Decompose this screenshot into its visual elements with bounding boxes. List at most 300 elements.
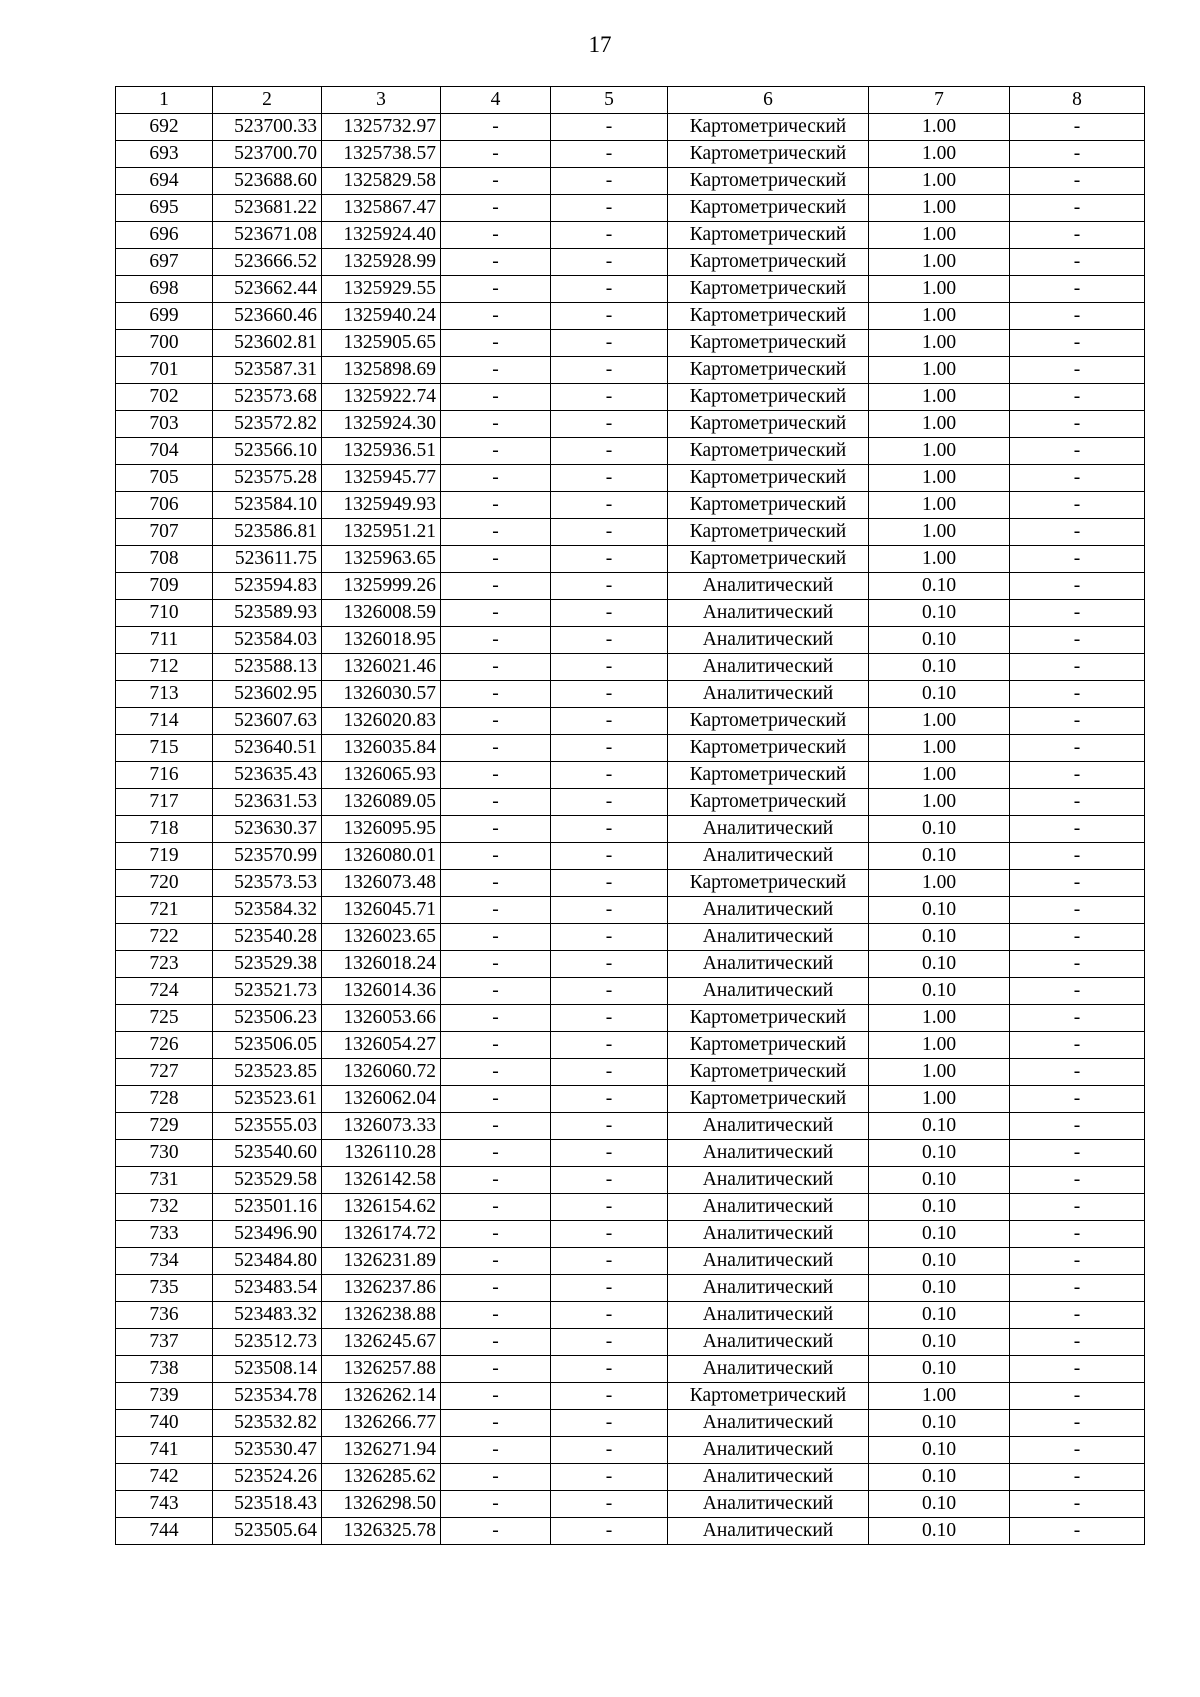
- column-4-cell: -: [441, 1464, 551, 1491]
- column-8-cell: -: [1010, 1329, 1145, 1356]
- y-coordinate-cell: 1326054.27: [322, 1032, 441, 1059]
- x-coordinate-cell: 523688.60: [213, 168, 322, 195]
- column-5-cell: -: [551, 627, 668, 654]
- point-number-cell: 721: [116, 897, 213, 924]
- column-header: 3: [322, 87, 441, 114]
- method-cell: Картометрический: [668, 222, 869, 249]
- column-4-cell: -: [441, 1140, 551, 1167]
- accuracy-cell: 0.10: [869, 600, 1010, 627]
- column-8-cell: -: [1010, 897, 1145, 924]
- y-coordinate-cell: 1325924.30: [322, 411, 441, 438]
- column-8-cell: -: [1010, 222, 1145, 249]
- x-coordinate-cell: 523484.80: [213, 1248, 322, 1275]
- method-cell: Картометрический: [668, 384, 869, 411]
- point-number-cell: 724: [116, 978, 213, 1005]
- point-number-cell: 695: [116, 195, 213, 222]
- accuracy-cell: 1.00: [869, 168, 1010, 195]
- point-number-cell: 714: [116, 708, 213, 735]
- table-row: [116, 1140, 1145, 1167]
- x-coordinate-cell: 523518.43: [213, 1491, 322, 1518]
- table-row: [116, 1356, 1145, 1383]
- method-cell: Аналитический: [668, 1518, 869, 1545]
- x-coordinate-cell: 523700.70: [213, 141, 322, 168]
- method-cell: Аналитический: [668, 1329, 869, 1356]
- column-5-cell: -: [551, 1059, 668, 1086]
- column-8-cell: -: [1010, 1140, 1145, 1167]
- accuracy-cell: 1.00: [869, 195, 1010, 222]
- table-row: [116, 600, 1145, 627]
- y-coordinate-cell: 1326142.58: [322, 1167, 441, 1194]
- column-8-cell: -: [1010, 762, 1145, 789]
- method-cell: Картометрический: [668, 168, 869, 195]
- table-row: [116, 1275, 1145, 1302]
- y-coordinate-cell: 1326262.14: [322, 1383, 441, 1410]
- column-4-cell: -: [441, 1059, 551, 1086]
- x-coordinate-cell: 523589.93: [213, 600, 322, 627]
- table-row: [116, 330, 1145, 357]
- method-cell: Картометрический: [668, 411, 869, 438]
- x-coordinate-cell: 523483.54: [213, 1275, 322, 1302]
- x-coordinate-cell: 523700.33: [213, 114, 322, 141]
- accuracy-cell: 1.00: [869, 330, 1010, 357]
- column-8-cell: -: [1010, 654, 1145, 681]
- y-coordinate-cell: 1325867.47: [322, 195, 441, 222]
- column-8-cell: -: [1010, 1005, 1145, 1032]
- method-cell: Аналитический: [668, 1113, 869, 1140]
- point-number-cell: 725: [116, 1005, 213, 1032]
- column-8-cell: -: [1010, 357, 1145, 384]
- method-cell: Аналитический: [668, 1248, 869, 1275]
- method-cell: Аналитический: [668, 1356, 869, 1383]
- column-5-cell: -: [551, 465, 668, 492]
- column-header: 7: [869, 87, 1010, 114]
- point-number-cell: 736: [116, 1302, 213, 1329]
- accuracy-cell: 1.00: [869, 1086, 1010, 1113]
- method-cell: Аналитический: [668, 1302, 869, 1329]
- y-coordinate-cell: 1326266.77: [322, 1410, 441, 1437]
- point-number-cell: 733: [116, 1221, 213, 1248]
- method-cell: Картометрический: [668, 1383, 869, 1410]
- column-8-cell: -: [1010, 465, 1145, 492]
- y-coordinate-cell: 1326073.33: [322, 1113, 441, 1140]
- column-4-cell: -: [441, 384, 551, 411]
- method-cell: Аналитический: [668, 1410, 869, 1437]
- accuracy-cell: 1.00: [869, 1059, 1010, 1086]
- column-4-cell: -: [441, 465, 551, 492]
- column-8-cell: -: [1010, 249, 1145, 276]
- column-4-cell: -: [441, 1167, 551, 1194]
- x-coordinate-cell: 523529.38: [213, 951, 322, 978]
- x-coordinate-cell: 523501.16: [213, 1194, 322, 1221]
- point-number-cell: 738: [116, 1356, 213, 1383]
- y-coordinate-cell: 1326030.57: [322, 681, 441, 708]
- column-4-cell: -: [441, 438, 551, 465]
- point-number-cell: 709: [116, 573, 213, 600]
- column-5-cell: -: [551, 249, 668, 276]
- column-4-cell: -: [441, 1491, 551, 1518]
- point-number-cell: 693: [116, 141, 213, 168]
- column-4-cell: -: [441, 816, 551, 843]
- column-4-cell: -: [441, 195, 551, 222]
- x-coordinate-cell: 523521.73: [213, 978, 322, 1005]
- table-row: [116, 1248, 1145, 1275]
- point-number-cell: 712: [116, 654, 213, 681]
- y-coordinate-cell: 1326021.46: [322, 654, 441, 681]
- method-cell: Аналитический: [668, 1194, 869, 1221]
- table-row: [116, 546, 1145, 573]
- column-4-cell: -: [441, 843, 551, 870]
- point-number-cell: 704: [116, 438, 213, 465]
- column-8-cell: -: [1010, 141, 1145, 168]
- x-coordinate-cell: 523607.63: [213, 708, 322, 735]
- column-4-cell: -: [441, 1032, 551, 1059]
- y-coordinate-cell: 1326062.04: [322, 1086, 441, 1113]
- y-coordinate-cell: 1326257.88: [322, 1356, 441, 1383]
- point-number-cell: 708: [116, 546, 213, 573]
- accuracy-cell: 0.10: [869, 627, 1010, 654]
- column-5-cell: -: [551, 168, 668, 195]
- column-8-cell: -: [1010, 1086, 1145, 1113]
- x-coordinate-cell: 523602.95: [213, 681, 322, 708]
- method-cell: Картометрический: [668, 492, 869, 519]
- x-coordinate-cell: 523630.37: [213, 816, 322, 843]
- x-coordinate-cell: 523584.03: [213, 627, 322, 654]
- column-8-cell: -: [1010, 600, 1145, 627]
- column-8-cell: -: [1010, 276, 1145, 303]
- method-cell: Аналитический: [668, 1437, 869, 1464]
- column-4-cell: -: [441, 519, 551, 546]
- y-coordinate-cell: 1326018.95: [322, 627, 441, 654]
- column-4-cell: -: [441, 1005, 551, 1032]
- accuracy-cell: 1.00: [869, 303, 1010, 330]
- x-coordinate-cell: 523640.51: [213, 735, 322, 762]
- column-4-cell: -: [441, 708, 551, 735]
- method-cell: Аналитический: [668, 654, 869, 681]
- accuracy-cell: 0.10: [869, 1167, 1010, 1194]
- table-row: [116, 573, 1145, 600]
- accuracy-cell: 0.10: [869, 1248, 1010, 1275]
- column-5-cell: -: [551, 870, 668, 897]
- column-4-cell: -: [441, 411, 551, 438]
- table-row: [116, 870, 1145, 897]
- accuracy-cell: 0.10: [869, 1437, 1010, 1464]
- table-row: [116, 1410, 1145, 1437]
- point-number-cell: 720: [116, 870, 213, 897]
- accuracy-cell: 0.10: [869, 897, 1010, 924]
- column-5-cell: -: [551, 816, 668, 843]
- column-4-cell: -: [441, 1356, 551, 1383]
- method-cell: Картометрический: [668, 303, 869, 330]
- column-4-cell: -: [441, 870, 551, 897]
- column-8-cell: -: [1010, 1032, 1145, 1059]
- column-5-cell: -: [551, 762, 668, 789]
- column-8-cell: -: [1010, 330, 1145, 357]
- accuracy-cell: 1.00: [869, 357, 1010, 384]
- column-4-cell: -: [441, 1302, 551, 1329]
- column-8-cell: -: [1010, 789, 1145, 816]
- accuracy-cell: 0.10: [869, 951, 1010, 978]
- method-cell: Аналитический: [668, 897, 869, 924]
- method-cell: Аналитический: [668, 816, 869, 843]
- column-4-cell: -: [441, 1275, 551, 1302]
- column-4-cell: -: [441, 1221, 551, 1248]
- column-5-cell: -: [551, 1302, 668, 1329]
- column-4-cell: -: [441, 330, 551, 357]
- point-number-cell: 734: [116, 1248, 213, 1275]
- y-coordinate-cell: 1325949.93: [322, 492, 441, 519]
- point-number-cell: 702: [116, 384, 213, 411]
- column-5-cell: -: [551, 303, 668, 330]
- y-coordinate-cell: 1326020.83: [322, 708, 441, 735]
- column-4-cell: -: [441, 249, 551, 276]
- method-cell: Аналитический: [668, 1464, 869, 1491]
- method-cell: Картометрический: [668, 276, 869, 303]
- method-cell: Картометрический: [668, 735, 869, 762]
- table-row: [116, 1167, 1145, 1194]
- column-5-cell: -: [551, 114, 668, 141]
- method-cell: Аналитический: [668, 978, 869, 1005]
- accuracy-cell: 0.10: [869, 1356, 1010, 1383]
- table-row: [116, 492, 1145, 519]
- method-cell: Аналитический: [668, 843, 869, 870]
- column-8-cell: -: [1010, 438, 1145, 465]
- point-number-cell: 699: [116, 303, 213, 330]
- point-number-cell: 737: [116, 1329, 213, 1356]
- table-row: [116, 1437, 1145, 1464]
- point-number-cell: 698: [116, 276, 213, 303]
- column-8-cell: -: [1010, 1437, 1145, 1464]
- point-number-cell: 718: [116, 816, 213, 843]
- y-coordinate-cell: 1326325.78: [322, 1518, 441, 1545]
- accuracy-cell: 1.00: [869, 1383, 1010, 1410]
- column-5-cell: -: [551, 681, 668, 708]
- point-number-cell: 722: [116, 924, 213, 951]
- table-row: [116, 1518, 1145, 1545]
- table-row: [116, 654, 1145, 681]
- column-8-cell: -: [1010, 735, 1145, 762]
- point-number-cell: 743: [116, 1491, 213, 1518]
- table-row: [116, 1194, 1145, 1221]
- column-5-cell: -: [551, 195, 668, 222]
- column-4-cell: -: [441, 600, 551, 627]
- point-number-cell: 730: [116, 1140, 213, 1167]
- accuracy-cell: 1.00: [869, 492, 1010, 519]
- table-row: [116, 222, 1145, 249]
- y-coordinate-cell: 1326018.24: [322, 951, 441, 978]
- accuracy-cell: 1.00: [869, 870, 1010, 897]
- point-number-cell: 727: [116, 1059, 213, 1086]
- column-5-cell: -: [551, 951, 668, 978]
- point-number-cell: 711: [116, 627, 213, 654]
- column-8-cell: -: [1010, 627, 1145, 654]
- y-coordinate-cell: 1326060.72: [322, 1059, 441, 1086]
- y-coordinate-cell: 1326045.71: [322, 897, 441, 924]
- column-5-cell: -: [551, 897, 668, 924]
- table-row: [116, 951, 1145, 978]
- column-5-cell: -: [551, 1356, 668, 1383]
- accuracy-cell: 0.10: [869, 1113, 1010, 1140]
- y-coordinate-cell: 1325936.51: [322, 438, 441, 465]
- column-8-cell: -: [1010, 519, 1145, 546]
- table-row: [116, 1086, 1145, 1113]
- table-row: [116, 195, 1145, 222]
- column-5-cell: -: [551, 519, 668, 546]
- x-coordinate-cell: 523573.68: [213, 384, 322, 411]
- table-row: [116, 843, 1145, 870]
- table-row: [116, 465, 1145, 492]
- column-4-cell: -: [441, 492, 551, 519]
- column-4-cell: -: [441, 1518, 551, 1545]
- point-number-cell: 728: [116, 1086, 213, 1113]
- accuracy-cell: 1.00: [869, 249, 1010, 276]
- column-5-cell: -: [551, 357, 668, 384]
- y-coordinate-cell: 1325732.97: [322, 114, 441, 141]
- column-8-cell: -: [1010, 1518, 1145, 1545]
- accuracy-cell: 1.00: [869, 762, 1010, 789]
- table-row: [116, 627, 1145, 654]
- method-cell: Картометрический: [668, 1086, 869, 1113]
- accuracy-cell: 1.00: [869, 384, 1010, 411]
- x-coordinate-cell: 523508.14: [213, 1356, 322, 1383]
- column-5-cell: -: [551, 654, 668, 681]
- column-8-cell: -: [1010, 1491, 1145, 1518]
- y-coordinate-cell: 1326285.62: [322, 1464, 441, 1491]
- column-8-cell: -: [1010, 1059, 1145, 1086]
- column-5-cell: -: [551, 330, 668, 357]
- accuracy-cell: 1.00: [869, 1032, 1010, 1059]
- y-coordinate-cell: 1325940.24: [322, 303, 441, 330]
- column-header: 8: [1010, 87, 1145, 114]
- table-row: [116, 1329, 1145, 1356]
- accuracy-cell: 1.00: [869, 141, 1010, 168]
- y-coordinate-cell: 1325898.69: [322, 357, 441, 384]
- column-4-cell: -: [441, 951, 551, 978]
- x-coordinate-cell: 523660.46: [213, 303, 322, 330]
- x-coordinate-cell: 523555.03: [213, 1113, 322, 1140]
- table-row: [116, 1113, 1145, 1140]
- point-number-cell: 719: [116, 843, 213, 870]
- x-coordinate-cell: 523506.05: [213, 1032, 322, 1059]
- table-row: [116, 438, 1145, 465]
- column-5-cell: -: [551, 276, 668, 303]
- column-header: 4: [441, 87, 551, 114]
- column-5-cell: -: [551, 411, 668, 438]
- method-cell: Картометрический: [668, 357, 869, 384]
- accuracy-cell: 1.00: [869, 411, 1010, 438]
- y-coordinate-cell: 1325963.65: [322, 546, 441, 573]
- method-cell: Картометрический: [668, 762, 869, 789]
- column-8-cell: -: [1010, 411, 1145, 438]
- x-coordinate-cell: 523588.13: [213, 654, 322, 681]
- point-number-cell: 696: [116, 222, 213, 249]
- method-cell: Аналитический: [668, 627, 869, 654]
- column-8-cell: -: [1010, 1356, 1145, 1383]
- table-row: [116, 978, 1145, 1005]
- y-coordinate-cell: 1326231.89: [322, 1248, 441, 1275]
- accuracy-cell: 1.00: [869, 465, 1010, 492]
- column-4-cell: -: [441, 924, 551, 951]
- column-5-cell: -: [551, 1383, 668, 1410]
- column-5-cell: -: [551, 1167, 668, 1194]
- column-5-cell: -: [551, 222, 668, 249]
- table-row: [116, 168, 1145, 195]
- table-row: [116, 897, 1145, 924]
- column-header: 2: [213, 87, 322, 114]
- point-number-cell: 703: [116, 411, 213, 438]
- x-coordinate-cell: 523506.23: [213, 1005, 322, 1032]
- method-cell: Аналитический: [668, 573, 869, 600]
- y-coordinate-cell: 1325924.40: [322, 222, 441, 249]
- accuracy-cell: 1.00: [869, 276, 1010, 303]
- y-coordinate-cell: 1325951.21: [322, 519, 441, 546]
- accuracy-cell: 0.10: [869, 1140, 1010, 1167]
- column-4-cell: -: [441, 654, 551, 681]
- column-4-cell: -: [441, 357, 551, 384]
- column-4-cell: -: [441, 1410, 551, 1437]
- column-5-cell: -: [551, 1491, 668, 1518]
- column-4-cell: -: [441, 681, 551, 708]
- column-5-cell: -: [551, 1194, 668, 1221]
- column-header: 1: [116, 87, 213, 114]
- point-number-cell: 707: [116, 519, 213, 546]
- table-body: [116, 114, 1145, 1545]
- method-cell: Аналитический: [668, 681, 869, 708]
- y-coordinate-cell: 1326154.62: [322, 1194, 441, 1221]
- point-number-cell: 706: [116, 492, 213, 519]
- x-coordinate-cell: 523524.26: [213, 1464, 322, 1491]
- column-5-cell: -: [551, 573, 668, 600]
- table-row: [116, 384, 1145, 411]
- column-8-cell: -: [1010, 816, 1145, 843]
- column-8-cell: -: [1010, 843, 1145, 870]
- accuracy-cell: 1.00: [869, 1005, 1010, 1032]
- y-coordinate-cell: 1326014.36: [322, 978, 441, 1005]
- x-coordinate-cell: 523587.31: [213, 357, 322, 384]
- x-coordinate-cell: 523570.99: [213, 843, 322, 870]
- column-4-cell: -: [441, 1329, 551, 1356]
- y-coordinate-cell: 1325829.58: [322, 168, 441, 195]
- x-coordinate-cell: 523530.47: [213, 1437, 322, 1464]
- column-8-cell: -: [1010, 384, 1145, 411]
- point-number-cell: 740: [116, 1410, 213, 1437]
- method-cell: Картометрический: [668, 141, 869, 168]
- method-cell: Аналитический: [668, 924, 869, 951]
- accuracy-cell: 0.10: [869, 978, 1010, 1005]
- point-number-cell: 732: [116, 1194, 213, 1221]
- column-5-cell: -: [551, 1140, 668, 1167]
- y-coordinate-cell: 1326174.72: [322, 1221, 441, 1248]
- column-8-cell: -: [1010, 870, 1145, 897]
- column-4-cell: -: [441, 114, 551, 141]
- y-coordinate-cell: 1326065.93: [322, 762, 441, 789]
- column-8-cell: -: [1010, 1464, 1145, 1491]
- point-number-cell: 729: [116, 1113, 213, 1140]
- column-8-cell: -: [1010, 492, 1145, 519]
- y-coordinate-cell: 1326298.50: [322, 1491, 441, 1518]
- x-coordinate-cell: 523532.82: [213, 1410, 322, 1437]
- method-cell: Аналитический: [668, 1275, 869, 1302]
- column-4-cell: -: [441, 1194, 551, 1221]
- column-5-cell: -: [551, 546, 668, 573]
- x-coordinate-cell: 523529.58: [213, 1167, 322, 1194]
- method-cell: Картометрический: [668, 438, 869, 465]
- table-row: [116, 411, 1145, 438]
- accuracy-cell: 1.00: [869, 222, 1010, 249]
- column-5-cell: -: [551, 438, 668, 465]
- column-4-cell: -: [441, 546, 551, 573]
- accuracy-cell: 0.10: [869, 573, 1010, 600]
- table-row: [116, 789, 1145, 816]
